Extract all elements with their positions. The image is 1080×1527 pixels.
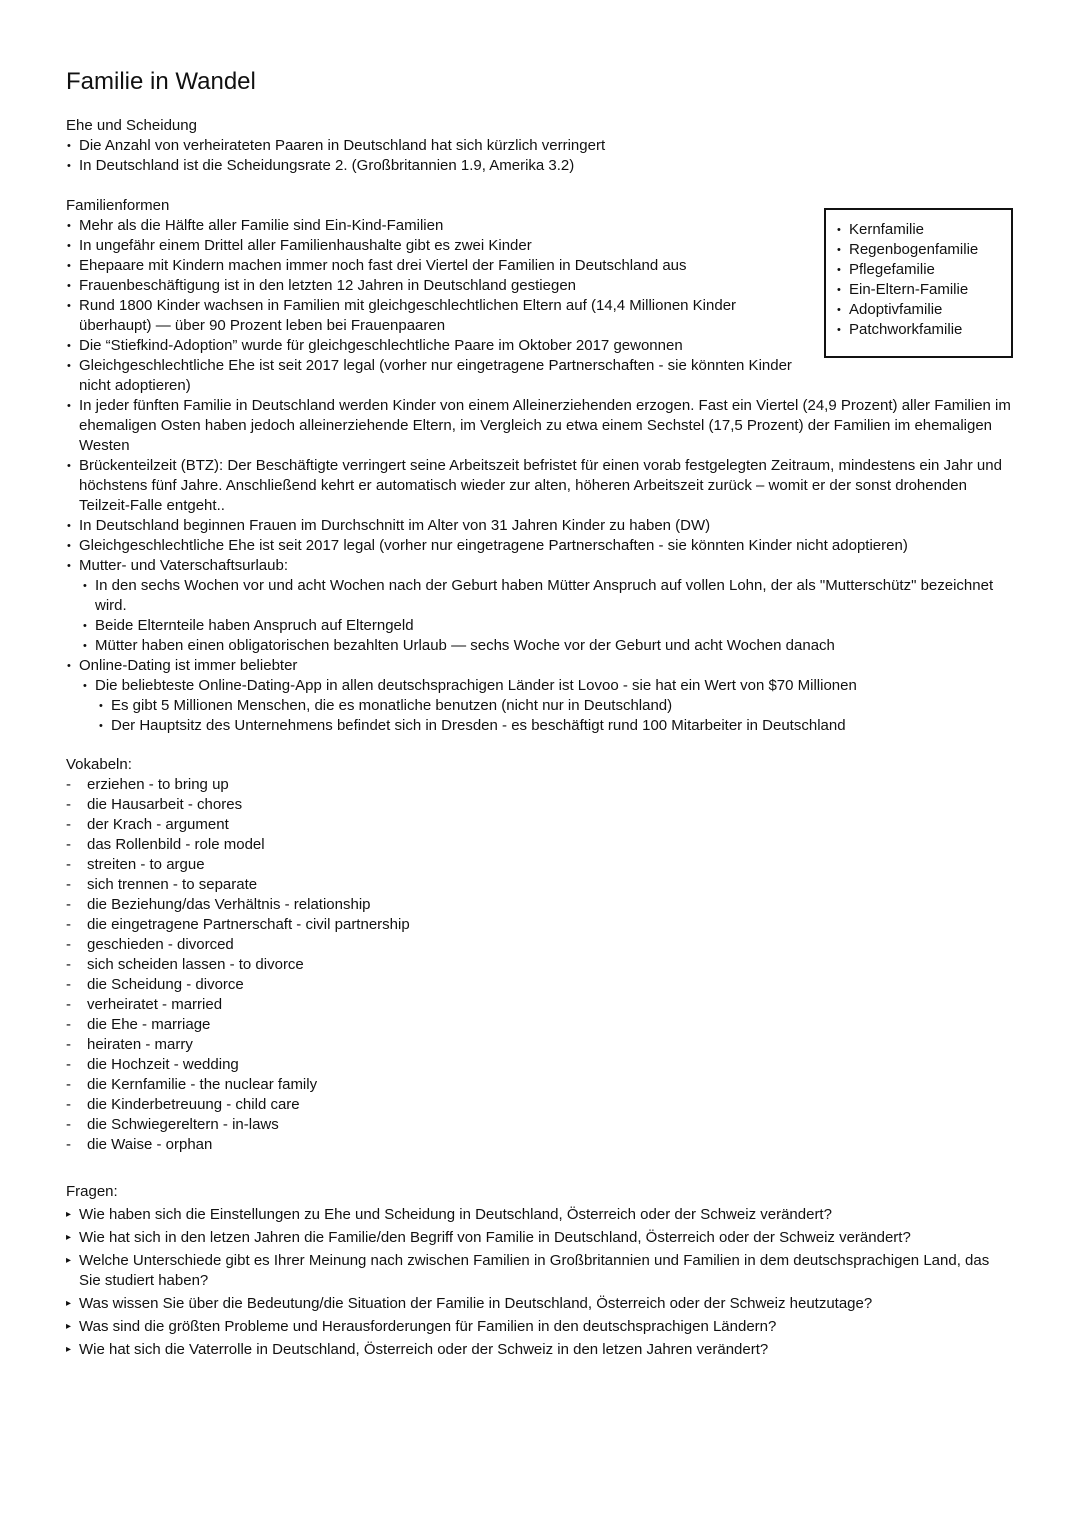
bullet-list	[66, 216, 811, 396]
sub-bullet-list	[82, 676, 1014, 736]
questions-list	[66, 1205, 1016, 1360]
vocab-item: - die Hochzeit - wedding	[66, 1055, 1016, 1075]
family-types-list	[836, 220, 1003, 340]
list-item: • Die Anzahl von verheirateten Paaren in Deutschland hat sich kürzlich verringert	[66, 136, 1016, 156]
list-item: • Ehepaare mit Kindern machen immer noch fast drei Viertel der Familien in Deutschland aus	[66, 256, 811, 276]
vocab-item: - geschieden - divorced	[66, 935, 1016, 955]
vocab-item: - sich trennen - to separate	[66, 875, 1016, 895]
family-types-box	[824, 208, 1013, 358]
list-item: • Frauenbeschäftigung ist in den letzten 12 Jahren in Deutschland gestiegen	[66, 276, 811, 296]
list-item: • In jeder fünften Familie in Deutschland werden Kinder von einem Alleinerziehenden erzogen. Fast ein Viertel (24,9 Prozent) aller Familien im ehemaligen Osten haben jedoch alleinerziehende Eltern, im Vergleich zu etwa einem Sechstel (17,5 Prozent) der Familien im ehemaligen Westen	[66, 396, 1014, 456]
list-item: • Gleichgeschlechtliche Ehe ist seit 2017 legal (vorher nur eingetragene Partnerschaften - sie könnten Kinder nicht adoptieren)	[66, 536, 1014, 556]
section-fragen	[66, 1182, 1016, 1363]
sub-list-item: • In den sechs Wochen vor und acht Wochen nach der Geburt haben Mütter Anspruch auf vollen Lohn, der als "Mutterschütz" bezeichnet wird.	[82, 576, 1014, 616]
vocab-item: - die Hausarbeit - chores	[66, 795, 1016, 815]
vocab-item: - der Krach - argument	[66, 815, 1016, 835]
list-item: • Gleichgeschlechtliche Ehe ist seit 2017 legal (vorher nur eingetragene Partnerschaften - sie könnten Kinder nicht adoptieren)	[66, 356, 811, 396]
vocab-item: - die eingetragene Partnerschaft - civil partnership	[66, 915, 1016, 935]
vocab-item: - die Waise - orphan	[66, 1135, 1016, 1155]
section-heading: Vokabeln:	[66, 756, 132, 773]
urlaub-label: Mutter- und Vaterschaftsurlaub:	[79, 557, 288, 574]
vocab-list	[66, 775, 1016, 1155]
list-item-urlaub	[66, 556, 1014, 656]
vocab-item: - heiraten - marry	[66, 1035, 1016, 1055]
family-type-item: • Ein-Eltern-Familie	[836, 280, 1003, 300]
vocab-item: - die Ehe - marriage	[66, 1015, 1016, 1035]
vocab-item: - sich scheiden lassen - to divorce	[66, 955, 1016, 975]
list-item: • In Deutschland ist die Scheidungsrate 2. (Großbritannien 1.9, Amerika 3.2)	[66, 156, 1016, 176]
dating-label: Online-Dating ist immer beliebter	[79, 657, 298, 674]
vocab-item: - erziehen - to bring up	[66, 775, 1016, 795]
sub-list-item	[82, 676, 1014, 736]
bullet-list	[66, 136, 1016, 176]
dating-app-text: Die beliebteste Online-Dating-App in allen deutschsprachigen Länder ist Lovoo - sie hat ein Wert von $70 Millionen	[95, 677, 857, 694]
section-vokabeln	[66, 755, 1016, 1155]
sub-list-item: • Mütter haben einen obligatorischen bezahlten Urlaub — sechs Woche vor der Geburt und acht Wochen danach	[82, 636, 1014, 656]
question-item: ▸ Wie hat sich in den letzen Jahren die Familie/den Begriff von Familie in Deutschland, Österreich oder der Schweiz verändert?	[66, 1228, 1014, 1248]
question-item: ▸ Was wissen Sie über die Bedeutung/die Situation der Familie in Deutschland, Österreich oder der Schweiz heutzutage?	[66, 1294, 1014, 1314]
list-item: • Mehr als die Hälfte aller Familie sind Ein-Kind-Familien	[66, 216, 811, 236]
vocab-item: - das Rollenbild - role model	[66, 835, 1016, 855]
list-item: • In Deutschland beginnen Frauen im Durchschnitt im Alter von 31 Jahren Kinder zu haben (DW)	[66, 516, 1014, 536]
vocab-item: - die Scheidung - divorce	[66, 975, 1016, 995]
family-type-item: • Pflegefamilie	[836, 260, 1003, 280]
sub-sub-list-item: • Es gibt 5 Millionen Menschen, die es monatliche benutzen (nicht nur in Deutschland)	[98, 696, 1014, 716]
section-heading: Familienformen	[66, 197, 170, 214]
vocab-item: - verheiratet - married	[66, 995, 1016, 1015]
family-type-item: • Adoptivfamilie	[836, 300, 1003, 320]
bullet-list-wide	[66, 396, 1011, 736]
vocab-item: - die Beziehung/das Verhältnis - relationship	[66, 895, 1016, 915]
section-heading: Fragen:	[66, 1183, 118, 1200]
vocab-item: - die Kernfamilie - the nuclear family	[66, 1075, 1016, 1095]
question-item: ▸ Wie hat sich die Vaterrolle in Deutschland, Österreich oder der Schweiz in den letzen Jahren verändert?	[66, 1340, 1014, 1360]
family-type-item: • Regenbogenfamilie	[836, 240, 1003, 260]
vocab-item: - die Schwiegereltern - in-laws	[66, 1115, 1016, 1135]
list-item: • Die “Stiefkind-Adoption” wurde für gleichgeschlechtliche Paare im Oktober 2017 gewonnen	[66, 336, 811, 356]
section-heading: Ehe und Scheidung	[66, 117, 197, 134]
question-item: ▸ Welche Unterschiede gibt es Ihrer Meinung nach zwischen Familien in Großbritannien und Familien in dem deutschsprachigen Land, das Sie studiert haben?	[66, 1251, 1014, 1291]
list-item: • Brückenteilzeit (BTZ): Der Beschäftigte verringert seine Arbeitszeit befristet für einen vorab festgelegten Zeitraum, mindestens ein Jahr und höchstens fünf Jahre. Anschließend kehrt er automatisch wieder zur alten, höheren Arbeitszeit zurück – womit er der sonst drohenden Teilzeit-Falle entgeht..	[66, 456, 1014, 516]
list-item: • Rund 1800 Kinder wachsen in Familien mit gleichgeschlechtlichen Eltern auf (14,4 Millionen Kinder überhaupt) — über 90 Prozent leben bei Frauenpaaren	[66, 296, 811, 336]
sub-bullet-list	[82, 576, 1014, 656]
family-type-item: • Kernfamilie	[836, 220, 1003, 240]
family-type-item: • Patchworkfamilie	[836, 320, 1003, 340]
vocab-item: - die Kinderbetreuung - child care	[66, 1095, 1016, 1115]
sub-sub-bullet-list	[98, 696, 1014, 736]
sub-sub-list-item: • Der Hauptsitz des Unternehmens befindet sich in Dresden - es beschäftigt rund 100 Mitarbeiter in Deutschland	[98, 716, 1014, 736]
list-item: • In ungefähr einem Drittel aller Familienhaushalte gibt es zwei Kinder	[66, 236, 811, 256]
question-item: ▸ Was sind die größten Probleme und Herausforderungen für Familien in den deutschsprachigen Ländern?	[66, 1317, 1014, 1337]
section-ehe-scheidung	[66, 116, 1016, 176]
page-title: Familie in Wandel	[66, 68, 256, 95]
vocab-item: - streiten - to argue	[66, 855, 1016, 875]
sub-list-item: • Beide Elternteile haben Anspruch auf Elterngeld	[82, 616, 1014, 636]
list-item-dating	[66, 656, 1014, 736]
question-item: ▸ Wie haben sich die Einstellungen zu Ehe und Scheidung in Deutschland, Österreich oder der Schweiz verändert?	[66, 1205, 1014, 1225]
